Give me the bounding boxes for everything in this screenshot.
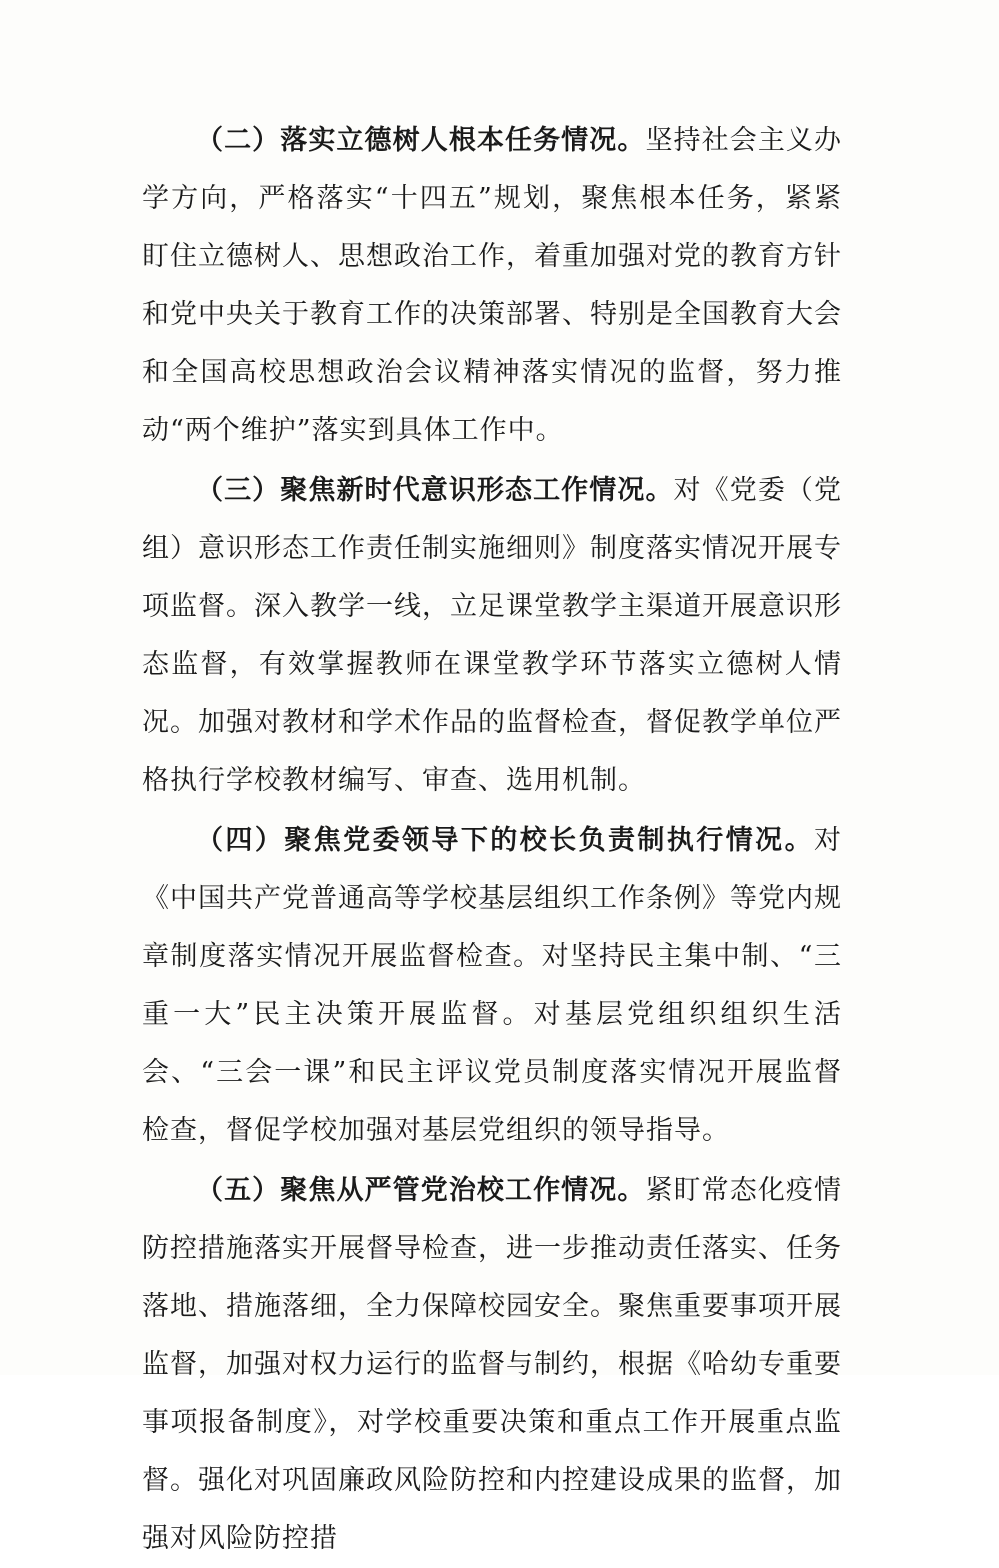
paragraph-heading: （三）聚焦新时代意识形态工作情况。 [196, 475, 674, 506]
paragraph-4 [142, 812, 842, 1160]
paragraph-5 [142, 1162, 842, 1568]
paragraph-heading: （二）落实立德树人根本任务情况。 [196, 125, 646, 156]
document-body [142, 112, 842, 1568]
paragraph-text: 紧盯常态化疫情防控措施落实开展督导检查，进一步推动责任落实、任务落地、措施落细，全力保障校园安全。聚焦重要事项开展监督，加强对权力运行的监督与制约，根据《哈幼专重要事项报备制度》，对学校重要决策和重点工作开展重点监督。强化对巩固廉政风险防控和内控建设成果的监督，加强对风险防控措 [142, 1175, 843, 1554]
paragraph-text: 对《中国共产党普通高等学校基层组织工作条例》等党内规章制度落实情况开展监督检查。对坚持民主集中制、“三重一大”民主决策开展监督。对基层党组织组织生活会、“三会一课”和民主评议党员制度落实情况开展监督检查，督促学校加强对基层党组织的领导指导。 [142, 825, 842, 1146]
paragraph-text: 对《党委（党组）意识形态工作责任制实施细则》制度落实情况开展专项监督。深入教学一线，立足课堂教学主渠道开展意识形态监督，有效掌握教师在课堂教学环节落实立德树人情况。加强对教材和学术作品的监督检查，督促教学单位严格执行学校教材编写、审查、选用机制。 [142, 475, 843, 796]
paragraph-2 [142, 112, 842, 460]
paragraph-heading: （五）聚焦从严管党治校工作情况。 [196, 1175, 646, 1206]
paragraph-3 [142, 462, 842, 810]
paragraph-heading: （四）聚焦党委领导下的校长负责制执行情况。 [196, 825, 814, 856]
paragraph-text: 坚持社会主义办学方向，严格落实“十四五”规划，聚焦根本任务，紧紧盯住立德树人、思想政治工作，着重加强对党的教育方针和党中央关于教育工作的决策部署、特别是全国教育大会和全国高校思想政治会议精神落实情况的监督，努力推动“两个维护”落实到具体工作中。 [142, 125, 843, 446]
